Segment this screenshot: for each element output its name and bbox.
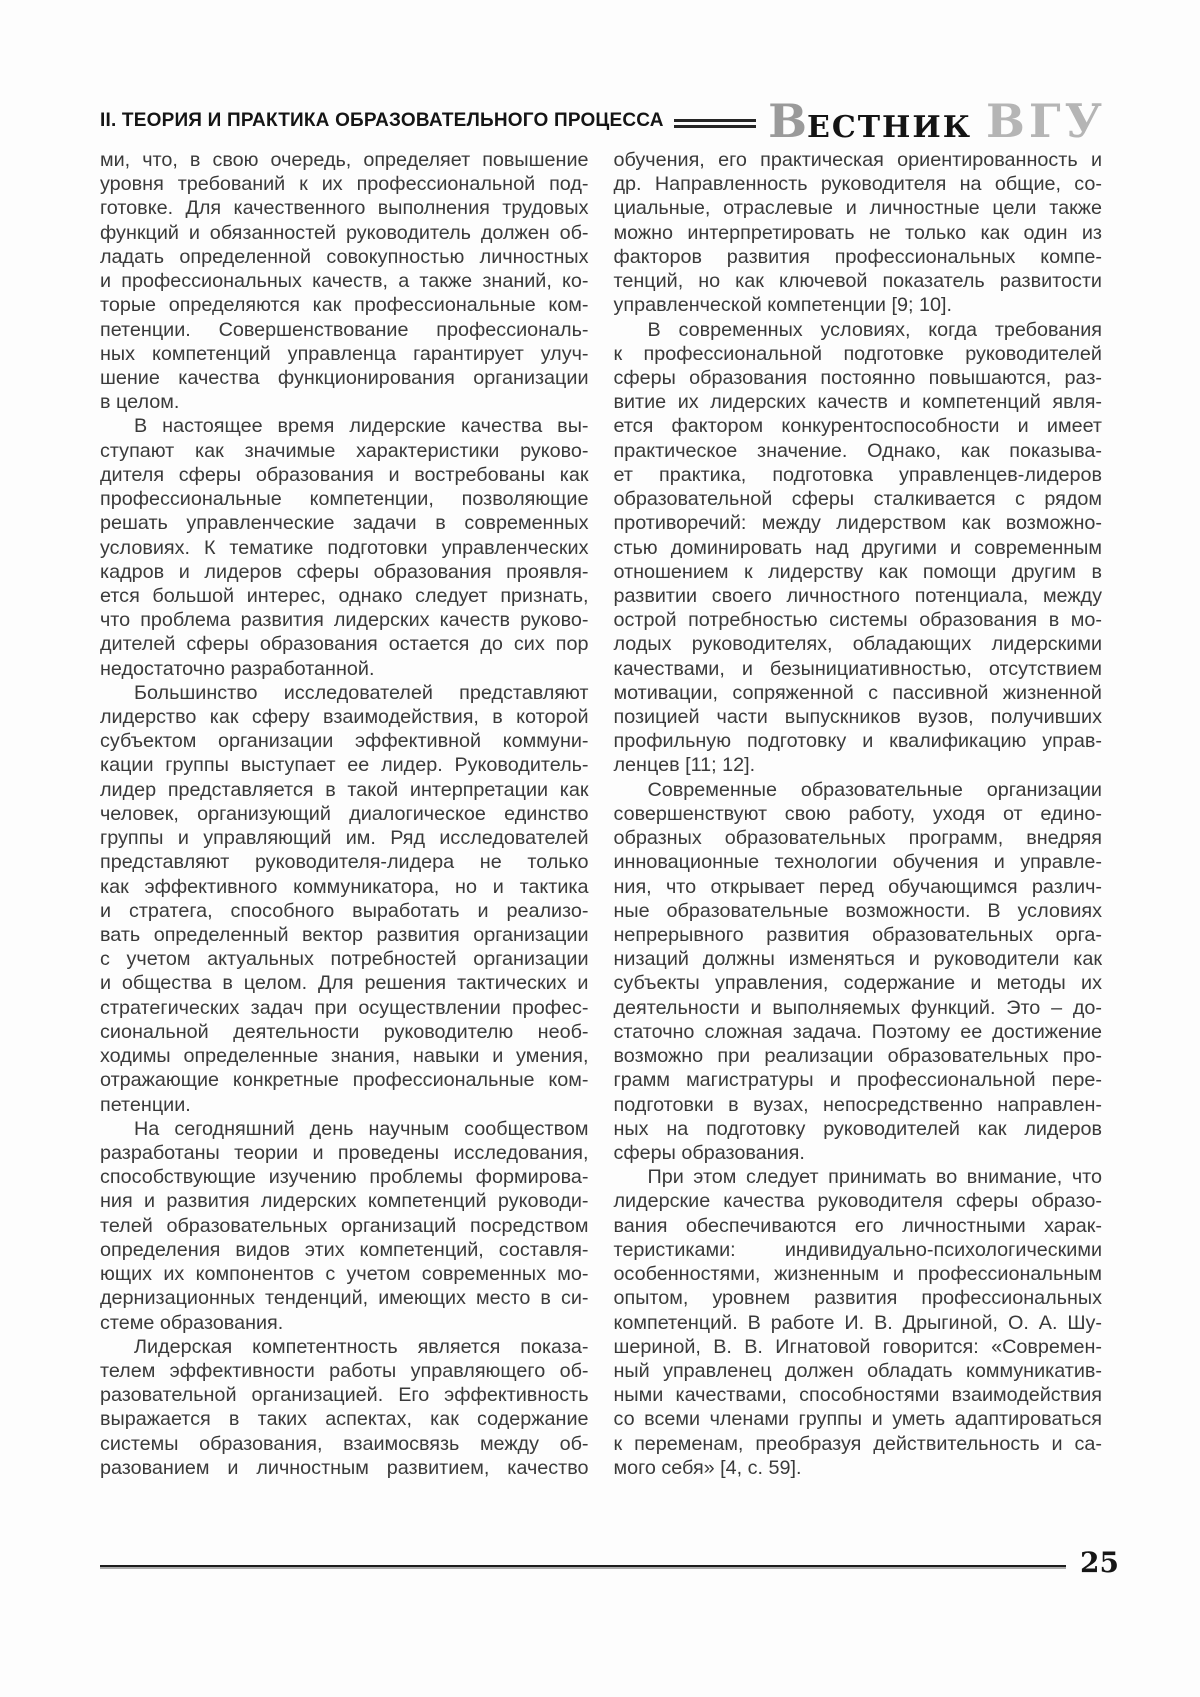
text-line: позицией части выпускников вузов, получивших [613,706,1102,729]
text-line: компетенций. В работе И. В. Дрыгиной, О. А. Шу- [613,1311,1102,1334]
text-line: профессиональные компетенции, позволяющие [100,488,589,511]
text-line: уровня требований к их профессиональной под- [100,173,589,196]
header-divider-line [674,119,756,128]
text-line: лодых руководителях, обладающих лидерскими [613,633,1102,656]
text-line: лидерство как сферу взаимодействия, в которой [100,706,589,729]
text-line: человек, организующий диалогическое единство [100,802,589,825]
text-line: деятельности и выполняемых функций. Это – до- [613,996,1102,1019]
text-line: противоречий: между лидерством как возможно- [613,512,1102,535]
text-line: подготовки в вузах, непосредственно направлен- [613,1093,1102,1116]
text-line: возможно при реализации образовательных про- [613,1045,1102,1068]
text-line: представляют руководителя-лидера не только [100,851,589,874]
text-line: особенностями, жизненным и профессиональным [613,1263,1102,1286]
text-line: качествами, и безынициативностью, отсутствием [613,657,1102,680]
text-line: статочно сложная задача. Поэтому ее достижение [613,1020,1102,1043]
text-line: стратегических задач при осуществлении профес- [100,996,589,1019]
paragraph [100,148,589,414]
text-line: стью доминировать над другими и современным [613,536,1102,559]
text-line: решать управленческие задачи в современных [100,512,589,535]
text-line: отражающие конкретные профессиональные ком- [100,1069,589,1092]
text-line: мотивации, сопряженной с пассивной жизненной [613,681,1102,704]
text-line: в целом. [100,391,180,414]
text-line: сферы образования. [613,1141,805,1164]
text-line: мого себя» [4, с. 59]. [613,1456,802,1479]
text-line: лидер представляется в такой интерпретации как [100,778,589,801]
text-line: На сегодняшний день научным сообществом [134,1117,589,1140]
text-line: и общества в целом. Для решения тактических и [100,972,589,995]
text-line: телем эффективности работы управляющего об- [100,1359,589,1382]
text-line: дернизационных тенденций, имеющих место в си- [100,1287,589,1310]
text-line: образных образовательных программ, внедряя [613,827,1102,850]
text-line: ния и развития лидерских компетенций руководи- [100,1190,589,1213]
text-line: к переменам, преобразуя действительность и са- [613,1432,1102,1455]
paragraph [100,1117,589,1335]
paragraph [100,1335,589,1480]
paragraph [614,318,1103,778]
text-line: факторов развития профессиональных компе- [613,245,1102,268]
journal-logo-name: ЕСТНИК [806,110,973,145]
text-line: практическое значение. Однако, как показыва- [613,439,1102,462]
text-line: инновационные технологии обучения и управле- [613,851,1102,874]
text-line: сферы образования постоянно повышаются, раз- [613,366,1102,389]
text-line: ми, что, в свою очередь, определяет повышение [100,149,589,171]
text-line: как эффективного коммуникатора, но и тактика [100,875,589,898]
text-line: группы и управляющий им. Ряд исследователей [100,827,589,850]
text-line: условиях. К тематике подготовки управленческих [100,536,589,559]
text-line: телей образовательных организаций посредством [100,1214,589,1237]
page-number: 25 [1080,1546,1119,1579]
paragraph [100,681,589,1117]
footer-divider-line [100,1565,1066,1567]
text-line: вания обеспечиваются его личностными харак- [613,1214,1102,1237]
text-line: образовательной сферы сталкивается с рядом [613,488,1102,511]
text-line: ется фактором конкурентоспособности и имеет [613,415,1102,438]
paragraph [614,1165,1103,1480]
text-line: системы образования, взаимосвязь между об- [100,1432,589,1455]
text-line: ющих их компонентов с учетом современных мо- [100,1263,589,1286]
text-line: Современные образовательные организации [647,778,1102,801]
journal-logo-abbr: ВГУ [986,94,1106,148]
text-line: выражается в таких аспектах, как содержание [100,1408,589,1431]
text-line: способствующие изучению проблемы формирова- [100,1166,589,1189]
text-line: опытом, уровнем развития профессиональных [613,1287,1102,1310]
section-title: II. ТЕОРИЯ И ПРАКТИКА ОБРАЗОВАТЕЛЬНОГО ПРОЦЕССА [100,110,664,131]
text-line: др. Направленность руководителя на общие, со- [613,173,1102,196]
text-line: со всеми членами группы и уметь адаптироваться [613,1408,1102,1431]
text-column-right [614,148,1103,1480]
text-line: что проблема развития лидерских качеств руково- [100,609,589,632]
text-line: ния, что открывает перед обучающимся различ- [613,875,1102,898]
text-line: профильную подготовку и квалификацию управ- [613,730,1102,753]
text-line: острой потребностью системы образования в мо- [613,609,1102,632]
text-line: разовательной организацией. Его эффективность [100,1384,589,1407]
text-line: дителей сферы образования остается до сих пор [100,633,589,656]
text-line: определения видов этих компетенций, составля- [100,1238,589,1261]
text-line: управленческой компетенции [9; 10]. [613,294,952,317]
page-header [100,94,1106,148]
text-line: обучения, его практическая ориентированность и [613,149,1102,171]
text-line: ладать определенной совокупностью личностных [100,245,589,268]
text-line: ется большой интерес, однако следует признать, [100,584,589,607]
text-line: функций и обязанностей руководитель должен об- [100,221,589,244]
text-line: вать определенный вектор развития организации [100,924,589,946]
journal-logo-initial: В [768,94,807,148]
text-line: непрерывного развития образовательных орга- [613,924,1102,946]
text-line: сиональной деятельности руководителю необ- [100,1020,589,1043]
text-line: грамм магистратуры и профессиональной пере- [613,1069,1102,1092]
text-line: субъекты управления, содержание и методы их [613,972,1102,995]
paragraph [100,414,589,680]
text-line: шериной, В. В. Игнатовой говорится: «Современ- [613,1335,1102,1358]
text-line: стеме образования. [100,1311,284,1334]
text-line: циальные, отраслевые и личностные цели также [613,197,1102,220]
text-line: субъектом организации эффективной коммуни- [100,730,589,753]
text-line: ных на подготовку руководителей как лидеров [613,1117,1102,1140]
text-line: развитии своего личностного потенциала, между [613,584,1102,607]
text-line: ет практика, подготовка управленцев-лидеров [613,463,1102,486]
text-line: с учетом актуальных потребностей организации [100,948,589,971]
text-line: торые определяются как профессиональные ком- [100,294,589,317]
text-line: ленцев [11; 12]. [613,754,756,777]
text-line: низаций должны изменяться и руководители как [613,948,1102,971]
text-line: В настоящее время лидерские качества вы- [134,415,589,438]
journal-logo [768,94,1106,148]
text-line: готовке. Для качественного выполнения трудовых [100,197,589,220]
text-line: При этом следует принимать во внимание, что [647,1166,1102,1189]
text-line: дителя сферы образования и востребованы как [100,463,589,486]
text-line: отношением к лидерству как помощи другим в [613,560,1102,583]
text-line: недостаточно разработанной. [100,657,375,680]
text-line: В современных условиях, когда требования [647,318,1102,341]
paragraph [614,778,1103,1166]
text-line: ный управленец должен обладать коммуникатив- [613,1359,1102,1382]
text-column-left [100,148,589,1480]
text-line: лидерские качества руководителя сферы образо- [613,1190,1102,1213]
text-line: витие их лидерских качеств и компетенций явля- [613,391,1102,414]
text-line: ходимы определенные знания, навыки и умения, [100,1045,589,1068]
text-line: теристиками: индивидуально-психологическими [613,1238,1102,1261]
text-line: ными качествами, способностями взаимодействия [613,1384,1102,1407]
text-line: к профессиональной подготовке руководителей [613,342,1102,365]
text-line: ных компетенций управленца гарантирует улуч- [100,342,589,365]
text-line: кации группы выступает ее лидер. Руководитель- [100,754,589,777]
text-line: ступают как значимые характеристики руково- [100,439,589,462]
text-line: ные образовательные возможности. В условиях [613,899,1102,922]
text-line: разработаны теории и проведены исследования, [100,1141,589,1164]
text-line: можно интерпретировать не только как один из [613,221,1102,244]
text-line: совершенствуют свою работу, уходя от едино- [613,802,1102,825]
text-line: петенции. [100,1093,191,1116]
article-body [100,148,1102,1480]
paragraph [614,148,1103,318]
text-line: Лидерская компетентность является показа- [134,1335,589,1358]
text-line: разованием и личностным развитием, качество [100,1456,589,1479]
text-line: и профессиональных качеств, а также знаний, ко- [100,270,589,293]
text-line: тенций, но как ключевой показатель развитости [613,270,1102,293]
text-line: Большинство исследователей представляют [134,681,589,704]
text-line: и стратега, способного выработать и реализо- [100,899,589,922]
text-line: шение качества функционирования организации [100,366,589,389]
text-line: петенции. Совершенствование профессиональ- [100,318,589,341]
text-line: кадров и лидеров сферы образования проявля- [100,560,589,583]
